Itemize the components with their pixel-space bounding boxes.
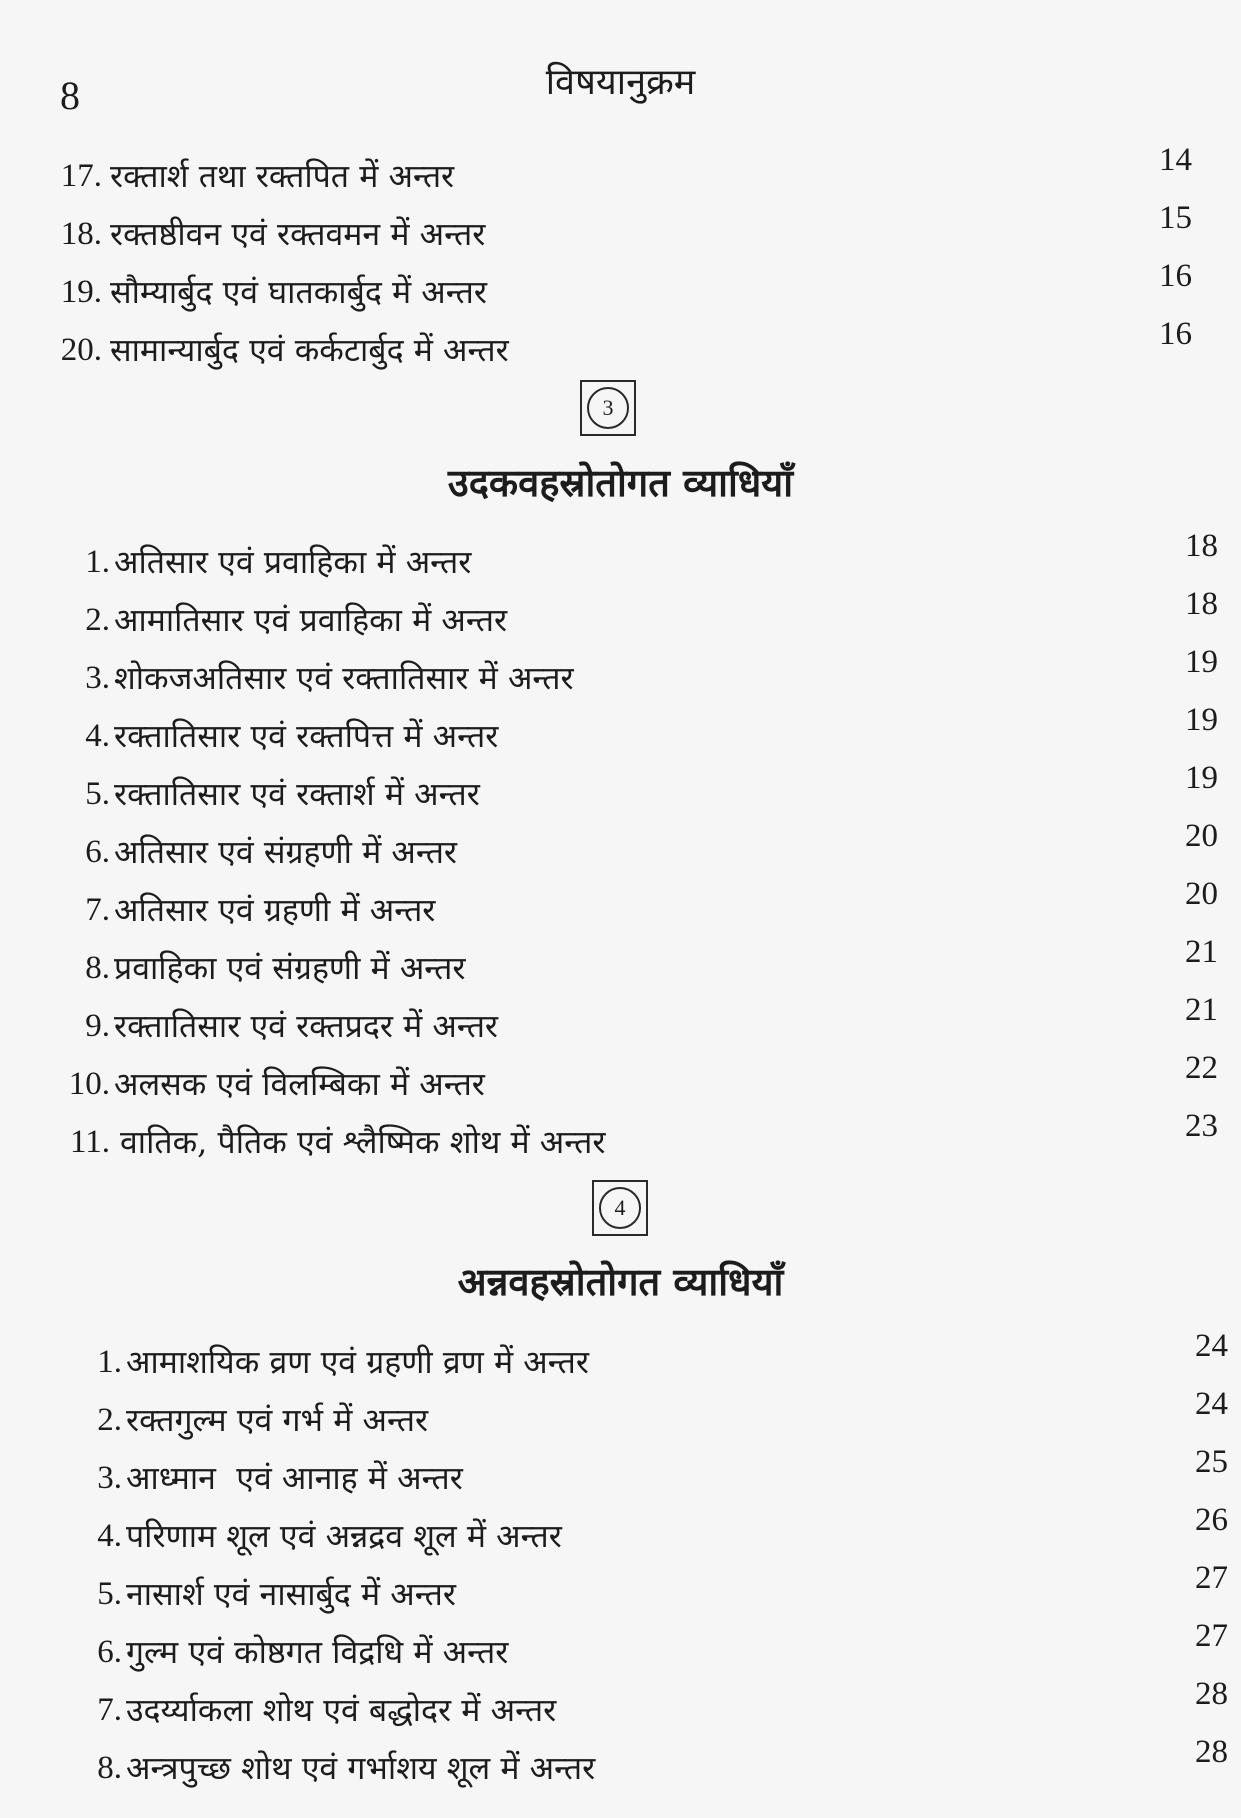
item-number: 3. [85,660,110,696]
item-number: 9. [85,1008,110,1044]
list-item [0,1328,1241,1384]
item-text: प्रवाहिका एवं संग्रहणी में अन्तर [114,949,466,987]
item-text: अलसक एवं विलम्बिका में अन्तर [114,1065,485,1103]
list-item [0,1676,1241,1732]
chapter-number-badge [592,1180,648,1236]
list-item [0,1386,1241,1442]
item-number: 5. [97,1576,122,1612]
item-page: 27 [1195,1560,1228,1596]
page-number: 8 [60,73,80,118]
item-text: अतिसार एवं प्रवाहिका में अन्तर [114,543,472,581]
item-page: 16 [1159,258,1192,294]
item-number: 4. [97,1518,122,1554]
list-item [0,1734,1241,1790]
item-page: 20 [1185,876,1218,912]
item-page: 21 [1185,934,1218,970]
item-text: अतिसार एवं संग्रहणी में अन्तर [114,833,458,871]
item-page: 18 [1185,528,1218,564]
item-page: 27 [1195,1618,1228,1654]
item-number: 6. [85,834,110,870]
item-page: 28 [1195,1676,1228,1712]
item-page: 19 [1185,702,1218,738]
list-item [0,200,1241,256]
item-text: सामान्यार्बुद एवं कर्कटार्बुद में अन्तर [110,331,509,369]
item-number: 5. [85,776,110,812]
item-number: 2. [85,602,110,638]
item-page: 14 [1159,142,1192,178]
chapter-number: 3 [587,387,629,429]
list-item [0,258,1241,314]
chapter-number: 4 [599,1187,641,1229]
item-page: 18 [1185,586,1218,622]
list-item [0,316,1241,372]
item-number: 17. [60,158,102,194]
item-page: 21 [1185,992,1218,1028]
item-page: 19 [1185,644,1218,680]
item-text: रक्तष्ठीवन एवं रक्तवमन में अन्तर [110,215,486,253]
list-item [0,586,1241,642]
list-item [0,760,1241,816]
item-number: 3. [97,1460,122,1496]
item-text: वातिक, पैतिक एवं श्लैष्मिक शोथ में अन्तर [120,1123,606,1161]
item-text: अन्त्रपुच्छ शोथ एवं गर्भाशय शूल में अन्तर [126,1749,596,1787]
list-item [0,1444,1241,1500]
item-page: 28 [1195,1734,1228,1770]
item-number: 20. [60,332,102,368]
item-number: 2. [97,1402,122,1438]
chapter-title: अन्नवहस्रोतोगत व्याधियाँ [457,1259,784,1304]
chapter-number-badge [580,380,636,436]
item-number: 1. [97,1344,122,1380]
list-item [0,818,1241,874]
item-text: आमाशयिक व्रण एवं ग्रहणी व्रण में अन्तर [126,1343,589,1381]
item-number: 18. [60,216,102,252]
list-item [0,876,1241,932]
list-item [0,1108,1241,1164]
item-number: 8. [85,950,110,986]
list-item [0,934,1241,990]
item-number: 4. [85,718,110,754]
list-item [0,644,1241,700]
item-text: रक्तातिसार एवं रक्तार्श में अन्तर [114,775,480,813]
item-text: सौम्यार्बुद एवं घातकार्बुद में अन्तर [110,273,487,311]
item-number: 7. [97,1692,122,1728]
item-text: उदर्य्याकला शोथ एवं बद्धोदर में अन्तर [126,1691,557,1729]
item-text: परिणाम शूल एवं अन्नद्रव शूल में अन्तर [126,1517,562,1555]
item-number: 10. [68,1066,110,1102]
list-item [0,992,1241,1048]
item-text: आध्मान एवं आनाह में अन्तर [126,1459,463,1497]
list-item [0,1618,1241,1674]
item-number: 8. [97,1750,122,1786]
item-text: रक्तातिसार एवं रक्तप्रदर में अन्तर [114,1007,499,1045]
list-item [0,1560,1241,1616]
item-text: गुल्म एवं कोष्ठगत विद्रधि में अन्तर [126,1633,509,1671]
item-number: 19. [60,274,102,310]
item-text: रक्तार्श तथा रक्तपित में अन्तर [110,157,455,195]
item-page: 20 [1185,818,1218,854]
item-text: शोकजअतिसार एवं रक्तातिसार में अन्तर [114,659,574,697]
item-page: 23 [1185,1108,1218,1144]
item-number: 11. [69,1124,110,1160]
item-number: 6. [97,1634,122,1670]
list-item [0,702,1241,758]
item-page: 22 [1185,1050,1218,1086]
item-page: 15 [1159,200,1192,236]
list-item [0,528,1241,584]
item-page: 16 [1159,316,1192,352]
item-text: आमातिसार एवं प्रवाहिका में अन्तर [114,601,508,639]
item-text: अतिसार एवं ग्रहणी में अन्तर [114,891,436,929]
chapter-title: उदकवहस्रोतोगत व्याधियाँ [447,460,794,505]
item-page: 24 [1195,1386,1228,1422]
item-page: 19 [1185,760,1218,796]
running-head: विषयानुक्रम [545,62,696,103]
item-page: 24 [1195,1328,1228,1364]
item-page: 25 [1195,1444,1228,1480]
list-item [0,1502,1241,1558]
item-number: 1. [85,544,110,580]
item-page: 26 [1195,1502,1228,1538]
item-number: 7. [85,892,110,928]
item-text: रक्तगुल्म एवं गर्भ में अन्तर [126,1401,429,1439]
list-item [0,142,1241,198]
item-text: रक्तातिसार एवं रक्तपित्त में अन्तर [114,717,499,755]
list-item [0,1050,1241,1106]
item-text: नासार्श एवं नासार्बुद में अन्तर [126,1575,456,1613]
